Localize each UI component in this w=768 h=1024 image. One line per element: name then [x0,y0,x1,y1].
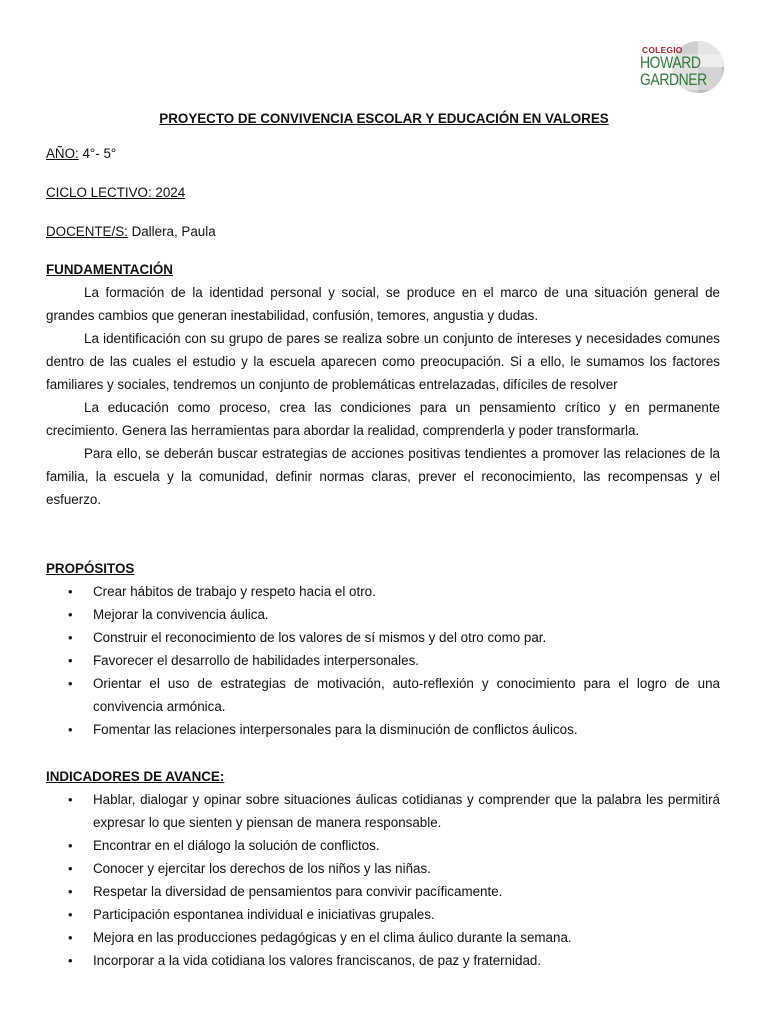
bullet-icon: • [68,907,73,922]
paragraph: La formación de la identidad personal y social, se produce en el marco de una situación general de grandes cambios que generan inestabilidad, confusión, temores, angustia y dudas. [46,285,720,323]
list-item-text: Orientar el uso de estrategias de motivación, auto-reflexión y conocimiento para el logro de una convivencia armónica. [93,676,720,714]
cycle-field [46,185,185,200]
list-item [46,649,720,672]
list-item-text: Fomentar las relaciones interpersonales para la disminución de conflictos áulicos. [93,722,578,737]
list-item-text: Construir el reconocimiento de los valores de sí mismos y del otro como par. [93,630,547,645]
bullet-icon: • [68,653,73,668]
bullet-icon: • [68,861,73,876]
list-item-text: Encontrar en el diálogo la solución de conflictos. [93,838,380,853]
list-item [46,903,720,926]
list-item [46,857,720,880]
list-item-text: Participación espontanea individual e iniciativas grupales. [93,907,435,922]
list-item-text: Favorecer el desarrollo de habilidades interpersonales. [93,653,420,668]
school-logo [636,40,726,96]
list-item-text: Mejorar la convivencia áulica. [93,607,269,622]
bullet-icon: • [68,838,73,853]
list-item [46,949,720,972]
propositos-list [46,580,720,741]
list-item [46,788,720,834]
bullet-icon: • [68,792,73,807]
list-item-text: Hablar, dialogar y opinar sobre situaciones áulicas cotidianas y comprender que la palabra les permitirá expresar lo que sienten y piensan de manera responsable. [93,792,720,830]
list-item [46,834,720,857]
logo-colegio-text: COLEGIO [642,45,683,55]
bullet-icon: • [68,676,73,691]
list-item [46,672,720,718]
bullet-icon: • [68,930,73,945]
document-title: PROYECTO DE CONVIVENCIA ESCOLAR Y EDUCACIÓN EN VALORES [159,111,609,126]
list-item [46,926,720,949]
cycle-label: CICLO LECTIVO: 2024 [46,185,186,200]
indicadores-list [46,788,720,972]
list-item [46,880,720,903]
propositos-heading: PROPÓSITOS [46,561,135,576]
logo-howard-text: HOWARD [640,53,701,72]
paragraph: Para ello, se deberán buscar estrategias de acciones positivas tendientes a promover las relaciones de la familia, la escuela y la comunidad, definir normas claras, prever el reconocimiento, las recompensas y el esfuerzo. [46,446,720,507]
paragraph: La identificación con su grupo de pares se realiza sobre un conjunto de intereses y necesidades comunes dentro de las cuales el estudio y la escuela aparecen como preocupación. Si a ello, le sumamos los factores familiares y sociales, tendremos un conjunto de problemáticas entrelazadas, difíciles de resolver [46,331,720,392]
paragraph: La educación como proceso, crea las condiciones para un pensamiento crítico y en permanente crecimiento. Genera las herramientas para abordar la realidad, comprenderla y poder transformarla. [46,400,720,438]
fundamentacion-heading: FUNDAMENTACIÓN [46,262,173,277]
fundamentacion-body [0,281,768,511]
bullet-icon: • [68,607,73,622]
indicadores-heading: INDICADORES DE AVANCE: [46,769,225,784]
list-item [46,626,720,649]
list-item [46,580,720,603]
bullet-icon: • [68,630,73,645]
list-item-text: Incorporar a la vida cotidiana los valores franciscanos, de paz y fraternidad. [93,953,542,968]
logo-gardner-text: GARDNER [640,70,707,89]
year-field [46,146,116,161]
teacher-label: DOCENTE/S: [46,224,128,239]
year-value: 4°- 5° [78,146,117,161]
bullet-icon: • [68,584,73,599]
year-label: AÑO: [46,146,79,161]
bullet-icon: • [68,884,73,899]
teacher-value: Dallera, Paula [127,224,216,239]
list-item [46,603,720,626]
bullet-icon: • [68,722,73,737]
list-item-text: Conocer y ejercitar los derechos de los niños y las niñas. [93,861,431,876]
list-item [46,718,720,741]
list-item-text: Crear hábitos de trabajo y respeto hacia el otro. [93,584,376,599]
bullet-icon: • [68,953,73,968]
list-item-text: Mejora en las producciones pedagógicas y en el clima áulico durante la semana. [93,930,572,945]
list-item-text: Respetar la diversidad de pensamientos para convivir pacíficamente. [93,884,503,899]
teacher-field [46,224,216,239]
